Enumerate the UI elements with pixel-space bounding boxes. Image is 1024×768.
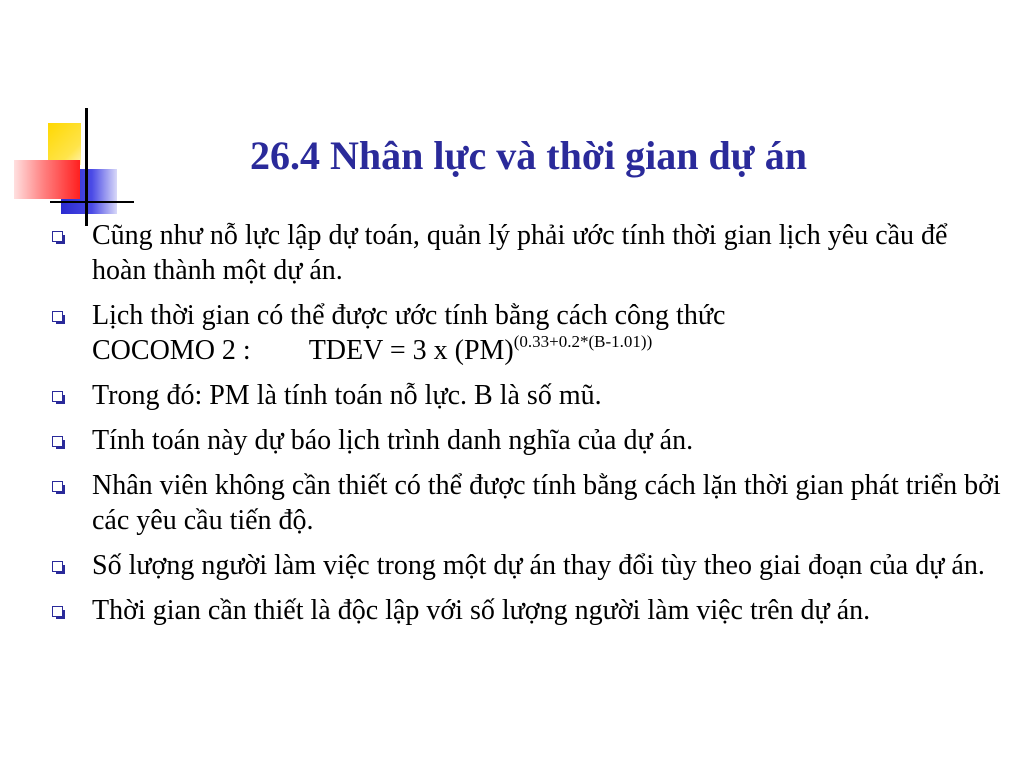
bullet-item	[52, 548, 1002, 583]
slide-logo-decoration	[0, 0, 160, 240]
bullet-square-icon	[52, 311, 63, 322]
bullet-text: Số lượng người làm việc trong một dự án thay đổi tùy theo giai đoạn của dự án.	[92, 550, 985, 581]
bullet-square-icon	[52, 481, 63, 492]
bullet-text: Trong đó: PM là tính toán nỗ lực. B là số mũ.	[92, 380, 602, 411]
bullet-text: Thời gian cần thiết là độc lập với số lượng người làm việc trên dự án.	[92, 595, 871, 626]
formula-exponent: (0.33+0.2*(B-1.01))	[513, 332, 653, 351]
formula-prefix: COCOMO 2 :	[92, 335, 251, 366]
bullet-text: Lịch thời gian có thể được ước tính bằng cách công thức	[92, 300, 726, 331]
formula-main: TDEV = 3 x (PM)	[308, 335, 514, 366]
logo-vertical-line	[85, 108, 88, 226]
bullet-list	[52, 218, 1002, 638]
bullet-square-icon	[52, 231, 63, 242]
logo-yellow-square	[48, 123, 81, 165]
bullet-item	[52, 468, 1002, 538]
bullet-square-icon	[52, 391, 63, 402]
logo-horizontal-line	[50, 201, 134, 203]
bullet-square-icon	[52, 606, 63, 617]
bullet-item	[52, 218, 1002, 288]
bullet-text: Tính toán này dự báo lịch trình danh nghĩa của dự án.	[92, 425, 694, 456]
bullet-text: Nhân viên không cần thiết có thể được tính bằng cách lặn thời gian phát triển bởi các yêu cầu tiến độ.	[92, 470, 1001, 536]
bullet-item	[52, 593, 1002, 628]
bullet-item	[52, 298, 1002, 368]
bullet-square-icon	[52, 436, 63, 447]
bullet-item	[52, 378, 1002, 413]
slide-title: 26.4 Nhân lực và thời gian dự án	[250, 133, 807, 178]
bullet-item	[52, 423, 1002, 458]
bullet-text: Cũng như nỗ lực lập dự toán, quản lý phải ước tính thời gian lịch yêu cầu để hoàn thành một dự án.	[92, 220, 948, 286]
logo-red-square	[14, 160, 80, 199]
bullet-square-icon	[52, 561, 63, 572]
